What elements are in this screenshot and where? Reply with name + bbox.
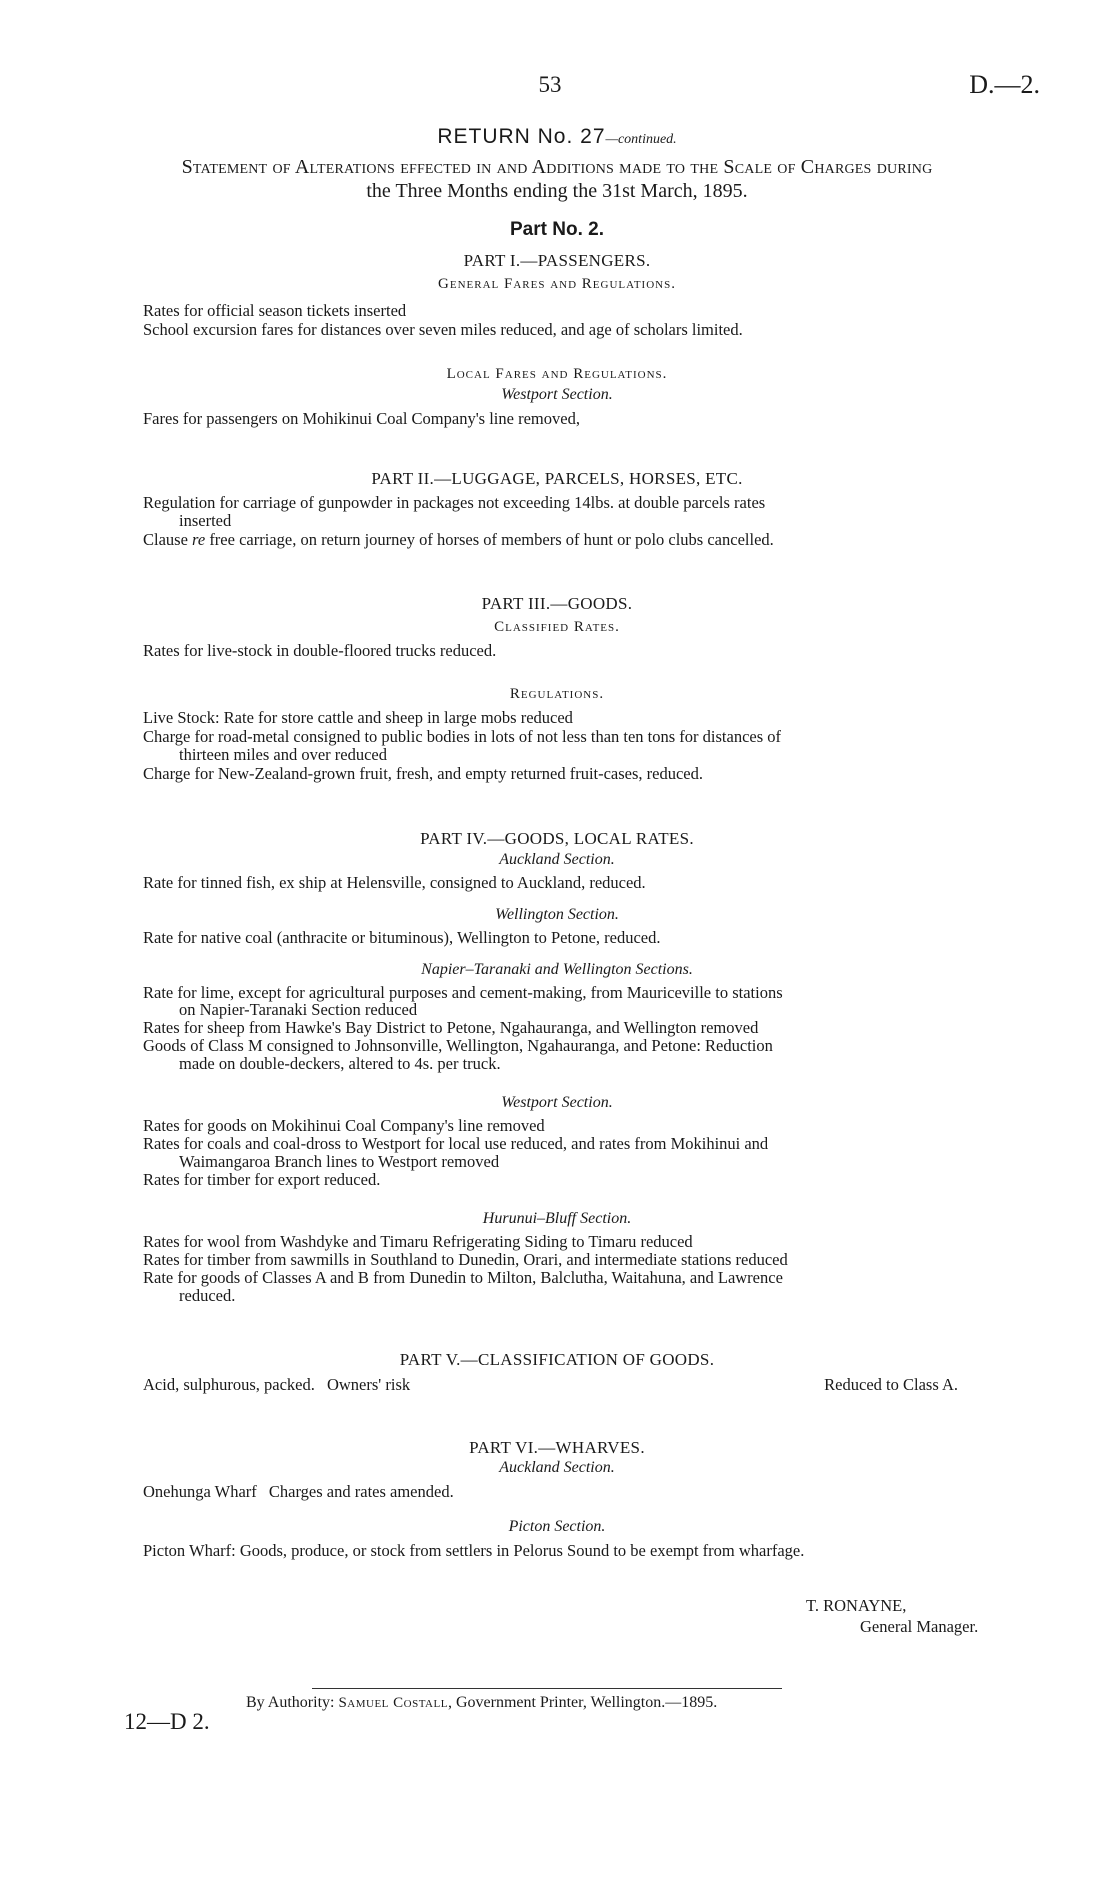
part3-reg-line-2: Charge for road-metal consigned to public bodies in lots of not less than ten tons for distances of: [143, 727, 782, 746]
part3-reg-line-2-cont: thirteen miles and over reduced: [179, 745, 387, 764]
part3-reg-line-3: Charge for New-Zealand-grown fruit, fresh, and empty returned fruit-cases, reduced.: [143, 764, 704, 783]
part4-napier-line-2: Rates for sheep from Hawke's Bay District to Petone, Ngahauranga, and Wellington removed: [143, 1018, 759, 1037]
part1-general-heading: General Fares and Regulations.: [438, 276, 676, 292]
return-title-main: RETURN No. 27: [437, 125, 606, 148]
part4-wellington-heading: Wellington Section.: [495, 906, 619, 923]
statement-line-1: Statement of Alterations effected in and Additions made to the Scale of Charges during: [181, 156, 933, 178]
part1-westport-heading: Westport Section.: [501, 386, 613, 403]
part6-onehunga-row: [143, 1482, 963, 1501]
footer-authority-pre: By Authority:: [246, 1694, 339, 1711]
part3-classified-line: Rates for live-stock in double-floored trucks reduced.: [143, 641, 497, 660]
part6-title: PART VI.—WHARVES.: [469, 1438, 645, 1457]
part2-line-1: Regulation for carriage of gunpowder in packages not exceeding 14lbs. at double parcels rates: [143, 493, 766, 512]
part6-picton-line: Picton Wharf: Goods, produce, or stock from settlers in Pelorus Sound to be exempt from wharfage.: [143, 1541, 805, 1560]
part2-line-2-post: free carriage, on return journey of horses of members of hunt or polo clubs cancelled.: [205, 530, 774, 549]
part4-napier-line-3: Goods of Class M consigned to Johnsonville, Wellington, Ngahauranga, and Petone: Reduction: [143, 1036, 773, 1055]
part1-westport-line: Fares for passengers on Mohikinui Coal Company's line removed,: [143, 409, 580, 428]
signature-title: General Manager.: [860, 1617, 979, 1636]
page-number: 53: [538, 72, 562, 97]
part4-auckland-line: Rate for tinned fish, ex ship at Helensville, consigned to Auckland, reduced.: [143, 873, 646, 892]
part4-westport-line-1: Rates for goods on Mokihinui Coal Company's line removed: [143, 1116, 545, 1135]
part4-hurunui-line-1: Rates for wool from Washdyke and Timaru Refrigerating Siding to Timaru reduced: [143, 1232, 693, 1251]
document-reference: D.—2.: [969, 70, 1040, 99]
part4-westport-line-2: Rates for coals and coal-dross to Westport for local use reduced, and rates from Mokihinui and: [143, 1134, 769, 1153]
part-number-heading: Part No. 2.: [510, 219, 604, 240]
return-title-continued: —continued.: [605, 132, 677, 147]
part2-line-2-pre: Clause: [143, 530, 193, 549]
part6-auckland-heading: Auckland Section.: [499, 1459, 615, 1476]
part5-risk: Owners' risk: [326, 1375, 411, 1394]
part3-regulations-heading: Regulations.: [509, 686, 605, 702]
part4-hurunui-line-3-cont: reduced.: [179, 1286, 236, 1305]
part4-westport-line-2-cont: Waimangaroa Branch lines to Westport removed: [179, 1152, 500, 1171]
part5-change: Reduced to Class A.: [824, 1375, 958, 1394]
part4-napier-line-1-cont: on Napier-Taranaki Section reduced: [179, 1000, 418, 1019]
part2-line-2-re: re: [192, 530, 206, 549]
part1-general-line-1: Rates for official season tickets inserted: [143, 301, 407, 320]
part1-general-line-2: School excursion fares for distances over seven miles reduced, and age of scholars limited.: [143, 320, 743, 339]
part4-auckland-heading: Auckland Section.: [499, 851, 615, 868]
part4-hurunui-heading: Hurunui–Bluff Section.: [482, 1210, 632, 1227]
part3-reg-line-1: Live Stock: Rate for store cattle and sheep in large mobs reduced: [143, 708, 573, 727]
part5-item: Acid, sulphurous, packed.: [143, 1375, 315, 1394]
return-title: [0, 124, 1114, 149]
part3-title: PART III.—GOODS.: [481, 594, 633, 613]
part2-line-1-cont: inserted: [179, 511, 232, 530]
part4-napier-heading: Napier–Taranaki and Wellington Sections.: [421, 961, 693, 978]
signature-name: T. RONAYNE,: [806, 1596, 907, 1615]
footer-printer-name: Samuel Costall: [338, 1695, 448, 1711]
part1-local-heading: Local Fares and Regulations.: [446, 366, 668, 382]
statement-line-2: the Three Months ending the 31st March, 1895.: [366, 180, 748, 202]
part4-hurunui-line-2: Rates for timber from sawmills in Southland to Dunedin, Orari, and intermediate stations reduced: [143, 1250, 788, 1269]
part4-wellington-line: Rate for native coal (anthracite or bituminous), Wellington to Petone, reduced.: [143, 928, 661, 947]
part5-title: PART V.—CLASSIFICATION OF GOODS.: [399, 1350, 715, 1369]
part4-westport-line-3: Rates for timber for export reduced.: [143, 1170, 381, 1189]
footer-authority-post: , Government Printer, Wellington.—1895.: [447, 1694, 718, 1711]
part6-onehunga-name: Onehunga Wharf: [143, 1482, 257, 1501]
part1-title: PART I.—PASSENGERS.: [463, 251, 651, 270]
part4-hurunui-line-3: Rate for goods of Classes A and B from Dunedin to Milton, Balclutha, Waitahuna, and Lawrence: [143, 1268, 783, 1287]
part4-title: PART IV.—GOODS, LOCAL RATES.: [420, 829, 694, 848]
part2-line-2: [143, 530, 963, 549]
footer-rule: [312, 1688, 782, 1689]
part6-picton-heading: Picton Section.: [508, 1518, 606, 1535]
sheet-mark: 12—D 2.: [124, 1709, 210, 1734]
part4-napier-line-1: Rate for lime, except for agricultural purposes and cement-making, from Mauriceville to stations: [143, 983, 783, 1002]
footer-authority: [246, 1694, 926, 1712]
part4-westport-heading: Westport Section.: [501, 1094, 613, 1111]
part2-title: PART II.—LUGGAGE, PARCELS, HORSES, ETC.: [371, 469, 743, 488]
part3-classified-heading: Classified Rates.: [494, 619, 620, 635]
part6-onehunga-change: Charges and rates amended.: [268, 1482, 454, 1501]
part4-napier-line-3-cont: made on double-deckers, altered to 4s. per truck.: [179, 1054, 501, 1073]
